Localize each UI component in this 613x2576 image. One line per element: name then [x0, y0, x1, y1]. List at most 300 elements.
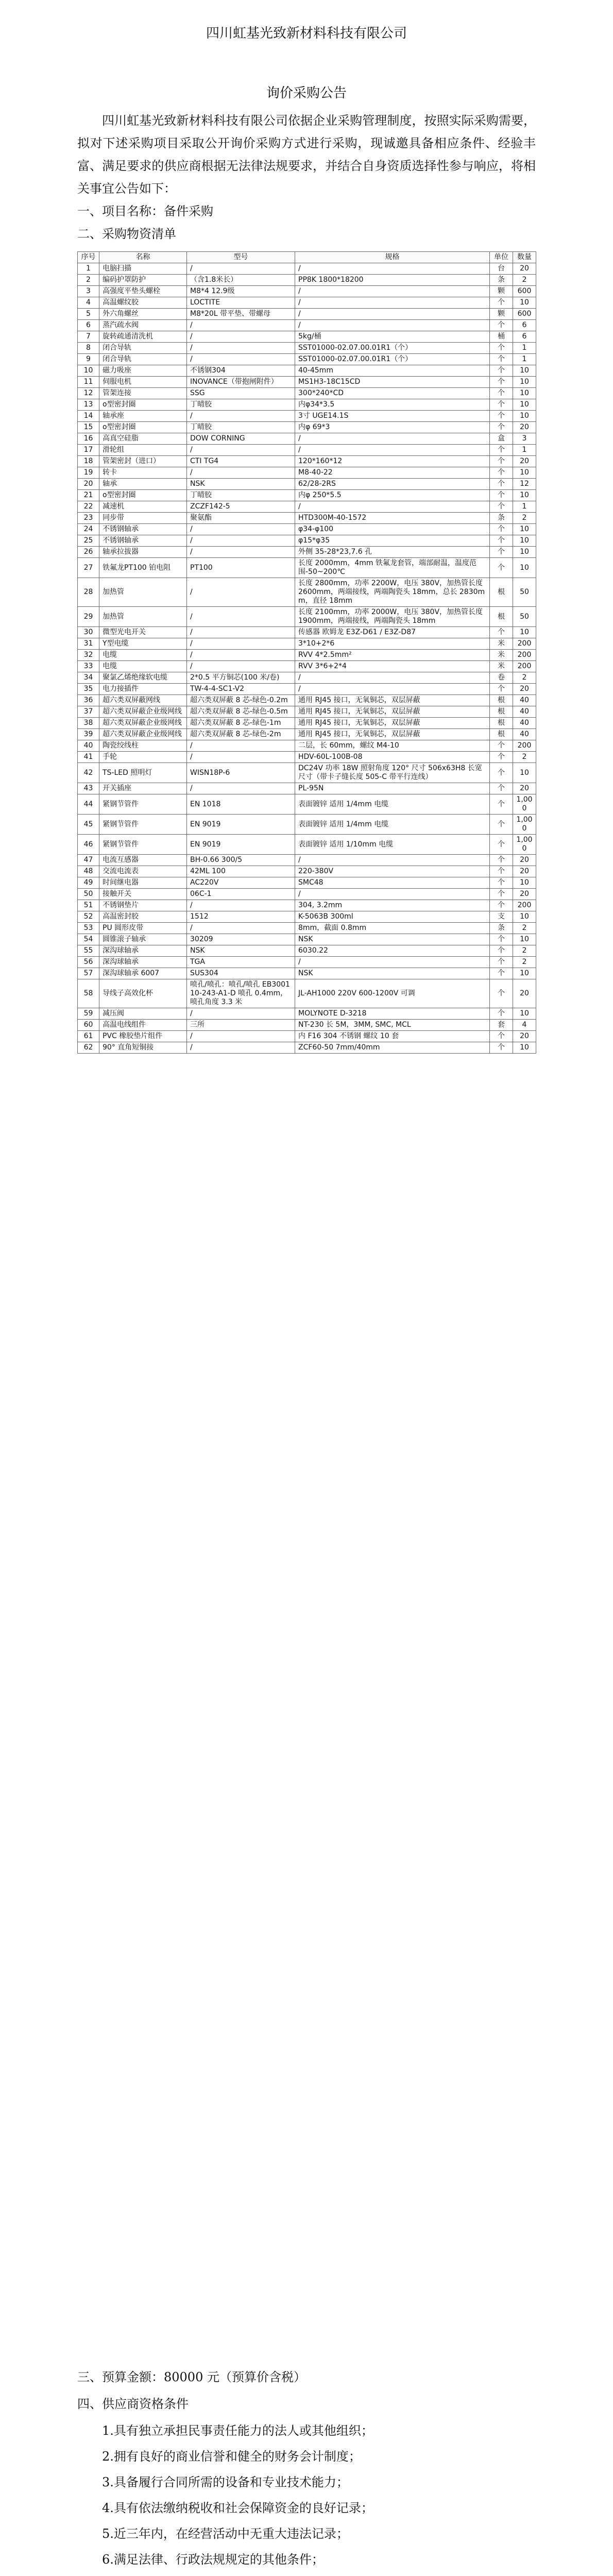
- row-index-cell: 46: [78, 835, 99, 855]
- budget-amount: 80000 元: [164, 2370, 219, 2384]
- spec-cell: 外侧 35-28*23,7.6 孔: [295, 547, 490, 558]
- item-name-cell: 深沟球轴承: [99, 945, 187, 957]
- model-cell: DOW CORNING: [187, 433, 295, 445]
- model-cell: /: [187, 524, 295, 535]
- item-name-cell: 超六类双屏蔽网线: [99, 695, 187, 706]
- item-name-cell: 电缆: [99, 650, 187, 661]
- quantity-cell: 10: [513, 763, 536, 783]
- table-row: [78, 877, 536, 889]
- unit-cell: 个: [490, 815, 513, 835]
- row-index-cell: 52: [78, 911, 99, 923]
- table-row: [78, 388, 536, 399]
- item-name-cell: 电缆: [99, 661, 187, 672]
- row-index-cell: 11: [78, 377, 99, 388]
- model-cell: AC220V: [187, 877, 295, 889]
- model-cell: /: [187, 752, 295, 763]
- quantity-cell: 2: [513, 752, 536, 763]
- quantity-cell: 1: [513, 343, 536, 354]
- quantity-cell: 2: [513, 957, 536, 968]
- spec-cell: PL-95N: [295, 783, 490, 794]
- quantity-cell: 1: [513, 501, 536, 513]
- row-index-cell: 57: [78, 968, 99, 979]
- quantity-cell: 20: [513, 889, 536, 900]
- item-name-cell: 高温螺纹胶: [99, 297, 187, 309]
- model-cell: PT100: [187, 558, 295, 578]
- table-row: [78, 377, 536, 388]
- company-name: 四川虹基光致新材料科技有限公司: [206, 26, 407, 41]
- model-cell: 超六类双屏蔽 8 芯-绿色-1m: [187, 718, 295, 729]
- model-cell: 聚氨酯: [187, 513, 295, 524]
- quantity-cell: 10: [513, 968, 536, 979]
- page-title: 询价采购公告: [266, 86, 347, 101]
- spec-cell: NT-230 长 5M，3MM, SMC, MCL: [295, 1020, 490, 1031]
- spec-cell: /: [295, 309, 490, 320]
- table-row: [78, 535, 536, 547]
- table-row: [78, 718, 536, 729]
- spec-cell: 6030.22: [295, 945, 490, 957]
- item-name-cell: 编码护罩防护: [99, 275, 187, 286]
- spec-cell: /: [295, 855, 490, 866]
- table-row: [78, 297, 536, 309]
- model-cell: NSK: [187, 945, 295, 957]
- unit-cell: 卷: [490, 672, 513, 684]
- table-row: [78, 513, 536, 524]
- item-name-cell: 轴承座: [99, 411, 187, 422]
- row-index-cell: 18: [78, 456, 99, 467]
- unit-cell: 个: [490, 1008, 513, 1020]
- qualification-heading: 四、供应商资格条件: [77, 2397, 189, 2411]
- item-name-cell: 轴承: [99, 479, 187, 490]
- material-table: [77, 251, 536, 1054]
- table-row: [78, 889, 536, 900]
- quantity-cell: 10: [513, 297, 536, 309]
- table-row: [78, 763, 536, 783]
- item-name-cell: 铁氟龙PT100 铂电阻: [99, 558, 187, 578]
- spec-cell: 内φ 69*3: [295, 422, 490, 433]
- model-cell: /: [187, 411, 295, 422]
- table-row: [78, 911, 536, 923]
- unit-cell: 个: [490, 320, 513, 331]
- spec-cell: NSK: [295, 934, 490, 945]
- model-cell: （含1.8米长）: [187, 275, 295, 286]
- table-row: [78, 855, 536, 866]
- model-cell: /: [187, 445, 295, 456]
- table-header-cell: 数量: [513, 252, 536, 263]
- spec-cell: MOLYNOTE D-3218: [295, 1008, 490, 1020]
- spec-cell: SST01000-02.07.00.01R1（个）: [295, 343, 490, 354]
- item-name-cell: 圆锥滚子轴承: [99, 934, 187, 945]
- item-name-cell: 不锈钢轴承: [99, 535, 187, 547]
- quantity-cell: 6: [513, 331, 536, 343]
- row-index-cell: 44: [78, 794, 99, 815]
- table-header-cell: 规格: [295, 252, 490, 263]
- unit-cell: 个: [490, 877, 513, 889]
- item-name-cell: 紧钢节管件: [99, 835, 187, 855]
- item-name-cell: 滑轮组: [99, 445, 187, 456]
- unit-cell: 条: [490, 513, 513, 524]
- table-row: [78, 1042, 536, 1054]
- item-name-cell: 聚氯乙烯绝缘软电缆: [99, 672, 187, 684]
- row-index-cell: 38: [78, 718, 99, 729]
- model-cell: /: [187, 467, 295, 479]
- row-index-cell: 21: [78, 490, 99, 501]
- row-index-cell: 8: [78, 343, 99, 354]
- table-row: [78, 456, 536, 467]
- row-index-cell: 43: [78, 783, 99, 794]
- spec-cell: 120*160*12: [295, 456, 490, 467]
- model-cell: 超六类双屏蔽 8 芯-绿色-0.5m: [187, 706, 295, 718]
- row-index-cell: 39: [78, 729, 99, 740]
- unit-cell: 个: [490, 354, 513, 365]
- model-cell: EN 1018: [187, 794, 295, 815]
- table-row: [78, 740, 536, 752]
- spec-cell: φ15*φ35: [295, 535, 490, 547]
- spec-cell: 表面镀锌 适用 1/10mm 电缆: [295, 835, 490, 855]
- model-cell: 超六类双屏蔽 8 芯-绿色-2m: [187, 729, 295, 740]
- budget-label: 三、预算金额：: [77, 2370, 164, 2384]
- row-index-cell: 26: [78, 547, 99, 558]
- spec-cell: SST01000-02.07.00.01R1（个）: [295, 354, 490, 365]
- unit-cell: 根: [490, 607, 513, 627]
- table-row: [78, 275, 536, 286]
- item-name-cell: 减速机: [99, 501, 187, 513]
- model-cell: 不锈钢304: [187, 365, 295, 377]
- spec-cell: 5kg/桶: [295, 331, 490, 343]
- table-row: [78, 706, 536, 718]
- model-cell: SUS304: [187, 968, 295, 979]
- unit-cell: 个: [490, 900, 513, 911]
- item-name-cell: o型密封圈: [99, 422, 187, 433]
- quantity-cell: 20: [513, 684, 536, 695]
- spec-cell: M8-40-22: [295, 467, 490, 479]
- unit-cell: 个: [490, 740, 513, 752]
- unit-cell: 颗: [490, 286, 513, 297]
- model-cell: LOCTITE: [187, 297, 295, 309]
- table-row: [78, 479, 536, 490]
- row-index-cell: 6: [78, 320, 99, 331]
- spec-cell: 通用 RJ45 接口，无氧铜芯，双层屏蔽: [295, 706, 490, 718]
- table-row: [78, 365, 536, 377]
- item-name-cell: 90° 直角短铜接: [99, 1042, 187, 1054]
- quantity-cell: 200: [513, 661, 536, 672]
- table-row: [78, 547, 536, 558]
- spec-cell: 通用 RJ45 接口，无氧铜芯，双层屏蔽: [295, 718, 490, 729]
- row-index-cell: 24: [78, 524, 99, 535]
- table-row: [78, 331, 536, 343]
- table-row: [78, 650, 536, 661]
- item-name-cell: 微型光电开关: [99, 627, 187, 638]
- spec-cell: 长度 2000mm，4mm 铁氟龙套管，端部耐温，温度范围-50~200℃: [295, 558, 490, 578]
- spec-cell: 传感器 欧姆龙 E3Z-D61 / E3Z-D87: [295, 627, 490, 638]
- item-name-cell: 伺服电机: [99, 377, 187, 388]
- quantity-cell: 2: [513, 945, 536, 957]
- model-cell: EN 9019: [187, 815, 295, 835]
- row-index-cell: 55: [78, 945, 99, 957]
- item-name-cell: 高强度平垫头螺栓: [99, 286, 187, 297]
- row-index-cell: 34: [78, 672, 99, 684]
- table-row: [78, 968, 536, 979]
- spec-cell: K-5063B 300ml: [295, 911, 490, 923]
- spec-cell: /: [295, 263, 490, 275]
- table-row: [78, 343, 536, 354]
- quantity-cell: 1: [513, 445, 536, 456]
- quantity-cell: 10: [513, 547, 536, 558]
- table-row: [78, 900, 536, 911]
- model-cell: 丁晴胶: [187, 490, 295, 501]
- spec-cell: /: [295, 672, 490, 684]
- table-header-cell: 单位: [490, 252, 513, 263]
- item-name-cell: 不锈钢轴承: [99, 524, 187, 535]
- table-header-cell: 名称: [99, 252, 187, 263]
- model-cell: /: [187, 650, 295, 661]
- spec-cell: 8mm，截面 0.8mm: [295, 923, 490, 934]
- quantity-cell: 10: [513, 535, 536, 547]
- unit-cell: 条: [490, 923, 513, 934]
- model-cell: /: [187, 1042, 295, 1054]
- table-row: [78, 957, 536, 968]
- table-row: [78, 558, 536, 578]
- quantity-cell: 10: [513, 490, 536, 501]
- row-index-cell: 35: [78, 684, 99, 695]
- spec-cell: 表面镀锌 适用 1/4mm 电缆: [295, 794, 490, 815]
- spec-cell: /: [295, 445, 490, 456]
- unit-cell: 个: [490, 558, 513, 578]
- item-name-cell: Y型电缆: [99, 638, 187, 650]
- item-name-cell: 电力接插件: [99, 684, 187, 695]
- item-name-cell: 闭合导轨: [99, 343, 187, 354]
- item-name-cell: 导线子高效化杯: [99, 979, 187, 1008]
- table-row: [78, 672, 536, 684]
- unit-cell: 个: [490, 479, 513, 490]
- model-cell: 42ML 100: [187, 866, 295, 877]
- spec-cell: 内φ34*3.5: [295, 399, 490, 411]
- item-name-cell: 高温密封胶: [99, 911, 187, 923]
- item-name-cell: 超六类双屏蔽企业级网线: [99, 706, 187, 718]
- quantity-cell: 200: [513, 638, 536, 650]
- quantity-cell: 20: [513, 1031, 536, 1042]
- row-index-cell: 56: [78, 957, 99, 968]
- spec-cell: 长度 2100mm，功率 2000W，电压 380V，加热管长度 1900mm，两端接线，两端陶瓷头 18mm: [295, 607, 490, 627]
- quantity-cell: 50: [513, 578, 536, 607]
- model-cell: NSK: [187, 479, 295, 490]
- spec-cell: 内 F16 304 不锈钢 螺纹 10 套: [295, 1031, 490, 1042]
- model-cell: M8*4 12.9级: [187, 286, 295, 297]
- quantity-cell: 20: [513, 855, 536, 866]
- unit-cell: 个: [490, 752, 513, 763]
- row-index-cell: 1: [78, 263, 99, 275]
- quantity-cell: 200: [513, 650, 536, 661]
- item-name-cell: 紧钢节管件: [99, 815, 187, 835]
- row-index-cell: 51: [78, 900, 99, 911]
- model-cell: /: [187, 547, 295, 558]
- item-name-cell: 高温电线组件: [99, 1020, 187, 1031]
- unit-cell: 个: [490, 547, 513, 558]
- model-cell: 超六类双屏蔽 8 芯-绿色-0.2m: [187, 695, 295, 706]
- quantity-cell: 20: [513, 456, 536, 467]
- row-index-cell: 36: [78, 695, 99, 706]
- unit-cell: 个: [490, 627, 513, 638]
- model-cell: 三所: [187, 1020, 295, 1031]
- quantity-cell: 2: [513, 275, 536, 286]
- item-name-cell: 电脑扫描: [99, 263, 187, 275]
- model-cell: /: [187, 627, 295, 638]
- table-header-cell: 型号: [187, 252, 295, 263]
- table-header-cell: 序号: [78, 252, 99, 263]
- row-index-cell: 14: [78, 411, 99, 422]
- unit-cell: 个: [490, 835, 513, 855]
- table-row: [78, 524, 536, 535]
- quantity-cell: 40: [513, 706, 536, 718]
- spec-cell: 3寸 UGE14.1S: [295, 411, 490, 422]
- quantity-cell: 600: [513, 309, 536, 320]
- unit-cell: 个: [490, 1042, 513, 1054]
- model-cell: TGA: [187, 957, 295, 968]
- quantity-cell: 20: [513, 866, 536, 877]
- quantity-cell: 10: [513, 911, 536, 923]
- quantity-cell: 40: [513, 729, 536, 740]
- quantity-cell: 40: [513, 718, 536, 729]
- row-index-cell: 12: [78, 388, 99, 399]
- unit-cell: 个: [490, 934, 513, 945]
- table-row: [78, 433, 536, 445]
- model-cell: /: [187, 1008, 295, 1020]
- quantity-cell: 1,000: [513, 794, 536, 815]
- unit-cell: 米: [490, 638, 513, 650]
- unit-cell: 个: [490, 783, 513, 794]
- row-index-cell: 25: [78, 535, 99, 547]
- spec-cell: φ34-φ100: [295, 524, 490, 535]
- item-name-cell: o型密封圈: [99, 399, 187, 411]
- spec-cell: 62/28-2RS: [295, 479, 490, 490]
- quantity-cell: 10: [513, 627, 536, 638]
- table-row: [78, 1031, 536, 1042]
- table-row: [78, 752, 536, 763]
- quantity-cell: 6: [513, 320, 536, 331]
- model-cell: 丁晴胶: [187, 399, 295, 411]
- model-cell: WISN18P-6: [187, 763, 295, 783]
- item-name-cell: 加热管: [99, 607, 187, 627]
- table-body: [78, 263, 536, 1054]
- row-index-cell: 5: [78, 309, 99, 320]
- spec-cell: 长度 2800mm，功率 2200W，电压 380V，加热管长度 2600mm，两端接线，两端陶瓷头 18mm，总长 2830mm，直径 18mm: [295, 578, 490, 607]
- quantity-cell: 4: [513, 1020, 536, 1031]
- unit-cell: 个: [490, 684, 513, 695]
- spec-cell: 通用 RJ45 接口，无氧铜芯，双层屏蔽: [295, 695, 490, 706]
- table-row: [78, 354, 536, 365]
- row-index-cell: 28: [78, 578, 99, 607]
- table-row: [78, 695, 536, 706]
- table-row: [78, 627, 536, 638]
- unit-cell: 米: [490, 661, 513, 672]
- item-name-cell: 同步带: [99, 513, 187, 524]
- unit-cell: 根: [490, 578, 513, 607]
- spec-cell: /: [295, 501, 490, 513]
- item-name-cell: 加热管: [99, 578, 187, 607]
- quantity-cell: 10: [513, 377, 536, 388]
- item-name-cell: 深沟球轴承: [99, 957, 187, 968]
- intro-paragraph: 四川虹基光致新材料科技有限公司依据企业采购管理制度，按照实际采购需要，拟对下述采购项目采取公开询价采购方式进行采购，现诚邀具备相应条件、经验丰富、满足要求的供应商根据无法律法规要求，并结合自身资质选择性参与响应，将相关事宜公告如下：: [77, 113, 536, 196]
- spec-cell: /: [295, 286, 490, 297]
- quantity-cell: 200: [513, 900, 536, 911]
- quantity-cell: 2: [513, 923, 536, 934]
- quantity-cell: 600: [513, 286, 536, 297]
- unit-cell: 个: [490, 399, 513, 411]
- spec-cell: JL-AH1000 220V 600-1200V 可调: [295, 979, 490, 1008]
- row-index-cell: 37: [78, 706, 99, 718]
- item-name-cell: PVC 橡胶垫片组件: [99, 1031, 187, 1042]
- row-index-cell: 53: [78, 923, 99, 934]
- table-row: [78, 729, 536, 740]
- unit-cell: 个: [490, 343, 513, 354]
- unit-cell: 个: [490, 957, 513, 968]
- model-cell: /: [187, 607, 295, 627]
- model-cell: SSG: [187, 388, 295, 399]
- qualification-item: 6.满足法律、行政法规规定的其他条件；: [102, 2552, 324, 2567]
- row-index-cell: 60: [78, 1020, 99, 1031]
- item-name-cell: 减压阀: [99, 1008, 187, 1020]
- item-name-cell: o型密封圈: [99, 490, 187, 501]
- unit-cell: 个: [490, 422, 513, 433]
- table-row: [78, 866, 536, 877]
- item-name-cell: 陶瓷绞线柱: [99, 740, 187, 752]
- qualification-item: 1.具有独立承担民事责任能力的法人或其他组织；: [102, 2424, 373, 2438]
- model-cell: CTI TG4: [187, 456, 295, 467]
- spec-cell: 内φ 250*5.5: [295, 490, 490, 501]
- row-index-cell: 13: [78, 399, 99, 411]
- row-index-cell: 19: [78, 467, 99, 479]
- unit-cell: 个: [490, 388, 513, 399]
- quantity-cell: 3: [513, 433, 536, 445]
- table-row: [78, 979, 536, 1008]
- quantity-cell: 1,000: [513, 835, 536, 855]
- table-row: [78, 607, 536, 627]
- row-index-cell: 31: [78, 638, 99, 650]
- spec-cell: 表面镀锌 适用 1/4mm 电缆: [295, 815, 490, 835]
- row-index-cell: 20: [78, 479, 99, 490]
- table-row: [78, 923, 536, 934]
- model-cell: /: [187, 578, 295, 607]
- row-index-cell: 54: [78, 934, 99, 945]
- row-index-cell: 10: [78, 365, 99, 377]
- quantity-cell: 10: [513, 558, 536, 578]
- model-cell: EN 9019: [187, 835, 295, 855]
- row-index-cell: 15: [78, 422, 99, 433]
- unit-cell: 米: [490, 650, 513, 661]
- spec-cell: /: [295, 433, 490, 445]
- spec-cell: 3*10+2*6: [295, 638, 490, 650]
- quantity-cell: 50: [513, 607, 536, 627]
- unit-cell: 支: [490, 911, 513, 923]
- table-row: [78, 684, 536, 695]
- item-name-cell: 深沟球轴承 6007: [99, 968, 187, 979]
- model-cell: BH-0.66 300/5: [187, 855, 295, 866]
- table-row: [78, 263, 536, 275]
- unit-cell: 根: [490, 695, 513, 706]
- row-index-cell: 47: [78, 855, 99, 866]
- unit-cell: 台: [490, 263, 513, 275]
- row-index-cell: 42: [78, 763, 99, 783]
- row-index-cell: 49: [78, 877, 99, 889]
- spec-cell: 40-45mm: [295, 365, 490, 377]
- row-index-cell: 3: [78, 286, 99, 297]
- item-name-cell: 磁力吸座: [99, 365, 187, 377]
- unit-cell: 个: [490, 968, 513, 979]
- model-cell: /: [187, 638, 295, 650]
- item-name-cell: 轴承拉拔器: [99, 547, 187, 558]
- row-index-cell: 50: [78, 889, 99, 900]
- row-index-cell: 4: [78, 297, 99, 309]
- unit-cell: 根: [490, 729, 513, 740]
